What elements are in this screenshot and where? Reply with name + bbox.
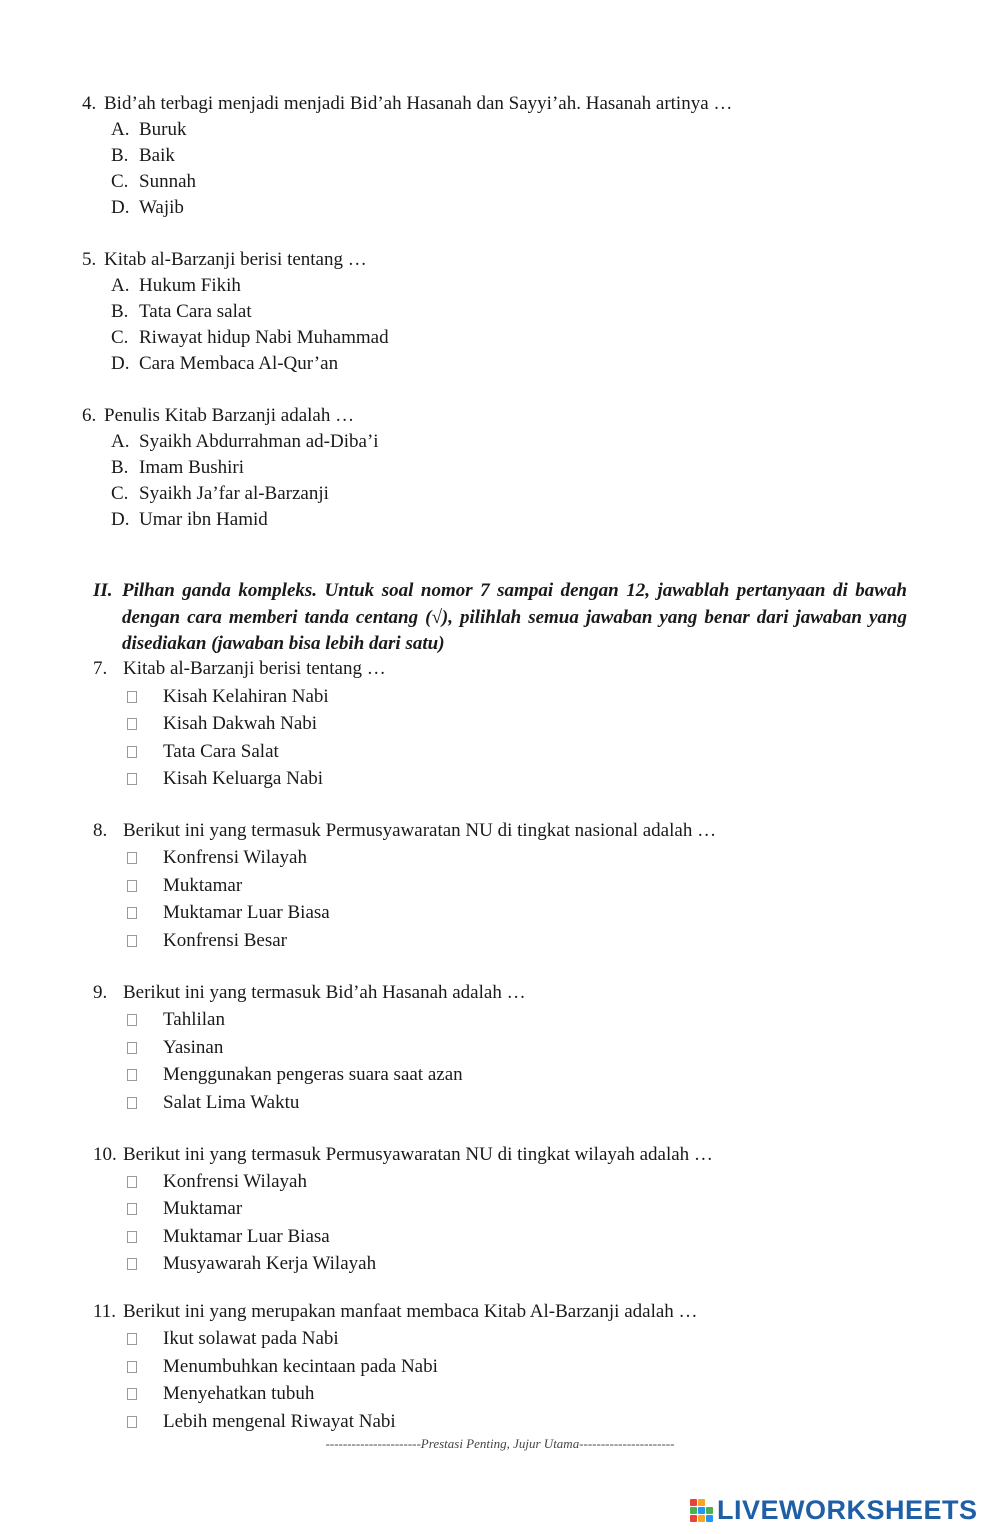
option-text[interactable]: Syaikh Abdurrahman ad-Diba’i [139,431,379,452]
section-roman-numeral: II. [93,580,113,601]
option-text: Tata Cara Salat [163,741,279,762]
option-letter: C. [111,483,129,504]
option-letter: B. [111,301,129,322]
answer-checkbox[interactable] [127,880,137,892]
question-number: 6. [82,405,97,426]
option-text: Menggunakan pengeras suara saat azan [163,1064,463,1085]
option-text: Ikut solawat pada Nabi [163,1328,339,1349]
question-text: Kitab al-Barzanji berisi tentang … [123,658,386,679]
option-text: Tahlilan [163,1009,225,1030]
option-text[interactable]: Hukum Fikih [139,275,241,296]
answer-checkbox[interactable] [127,1388,137,1400]
option-letter: A. [111,275,130,296]
option-letter: D. [111,509,130,530]
question-text: Bid’ah terbagi menjadi menjadi Bid’ah Hasanah dan Sayyi’ah. Hasanah artinya … [104,93,733,114]
answer-checkbox[interactable] [127,1416,137,1428]
answer-checkbox[interactable] [127,1333,137,1345]
section-instruction [93,578,907,658]
option-letter: D. [111,353,130,374]
option-text[interactable]: Imam Bushiri [139,457,245,478]
question-number: 8. [93,820,108,841]
option-text[interactable]: Tata Cara salat [139,301,252,322]
liveworksheets-brand[interactable] [690,1495,978,1525]
option-text[interactable]: Sunnah [139,171,196,192]
question-text: Penulis Kitab Barzanji adalah … [104,405,355,426]
option-text: Muktamar [163,1198,243,1219]
answer-checkbox[interactable] [127,935,137,947]
option-text: Muktamar [163,875,243,896]
option-text: Muktamar Luar Biasa [163,902,330,923]
question-number: 11. [93,1301,117,1322]
question-number: 9. [93,982,108,1003]
answer-checkbox[interactable] [127,1097,137,1109]
option-text: Konfrensi Besar [163,930,287,951]
option-text: Menyehatkan tubuh [163,1383,315,1404]
option-letter: C. [111,171,129,192]
option-text[interactable]: Buruk [139,119,187,140]
option-text: Konfrensi Wilayah [163,1171,307,1192]
answer-checkbox[interactable] [127,718,137,730]
option-letter: B. [111,145,129,166]
option-text: Konfrensi Wilayah [163,847,307,868]
option-text[interactable]: Umar ibn Hamid [139,509,268,530]
question-text: Berikut ini yang termasuk Permusyawaratan NU di tingkat wilayah adalah … [123,1144,713,1165]
option-text: Kisah Keluarga Nabi [163,768,324,789]
answer-checkbox[interactable] [127,1203,137,1215]
option-text: Kisah Dakwah Nabi [163,713,318,734]
option-letter: A. [111,119,130,140]
option-text: Lebih mengenal Riwayat Nabi [163,1411,396,1432]
answer-checkbox[interactable] [127,1042,137,1054]
option-text: Muktamar Luar Biasa [163,1226,330,1247]
option-text: Menumbuhkan kecintaan pada Nabi [163,1356,438,1377]
answer-checkbox[interactable] [127,691,137,703]
question-text: Berikut ini yang termasuk Bid’ah Hasanah adalah … [123,982,526,1003]
option-letter: C. [111,327,129,348]
option-text[interactable]: Baik [139,145,175,166]
option-letter: A. [111,431,130,452]
question-text: Berikut ini yang merupakan manfaat membaca Kitab Al-Barzanji adalah … [123,1301,698,1322]
option-letter: D. [111,197,130,218]
question-text: Kitab al-Barzanji berisi tentang … [104,249,367,270]
question-number: 5. [82,249,97,270]
answer-checkbox[interactable] [127,852,137,864]
option-text: Yasinan [163,1037,224,1058]
question-number: 10. [93,1144,117,1165]
answer-checkbox[interactable] [127,746,137,758]
section-instruction-text: Pilhan ganda kompleks. Untuk soal nomor 7 sampai dengan 12, jawablah pertanyaan di bawah dengan cara memberi tanda centang (√), pilihlah semua jawaban yang benar dari jawaban yang disediakan (jawaban bisa lebih dari satu) [122,580,907,654]
option-text[interactable]: Cara Membaca Al-Qur’an [139,353,339,374]
option-letter: B. [111,457,129,478]
question-text: Berikut ini yang termasuk Permusyawaratan NU di tingkat nasional adalah … [123,820,717,841]
option-text: Musyawarah Kerja Wilayah [163,1253,377,1274]
answer-checkbox[interactable] [127,773,137,785]
page-footer-motto: ----------------------Prestasi Penting, Jujur Utama---------------------- [325,1436,675,1451]
option-text[interactable]: Wajib [139,197,184,218]
option-text: Salat Lima Waktu [163,1092,300,1113]
liveworksheets-logo-icon [690,1497,714,1523]
answer-checkbox[interactable] [127,1361,137,1373]
answer-checkbox[interactable] [127,1231,137,1243]
option-text[interactable]: Syaikh Ja’far al-Barzanji [139,483,329,504]
answer-checkbox[interactable] [127,1014,137,1026]
answer-checkbox[interactable] [127,1069,137,1081]
brand-name: LIVEWORKSHEETS [717,1495,978,1525]
answer-checkbox[interactable] [127,1176,137,1188]
answer-checkbox[interactable] [127,1258,137,1270]
option-text: Kisah Kelahiran Nabi [163,686,329,707]
question-number: 7. [93,658,108,679]
option-text[interactable]: Riwayat hidup Nabi Muhammad [139,327,389,348]
question-number: 4. [82,93,97,114]
answer-checkbox[interactable] [127,907,137,919]
